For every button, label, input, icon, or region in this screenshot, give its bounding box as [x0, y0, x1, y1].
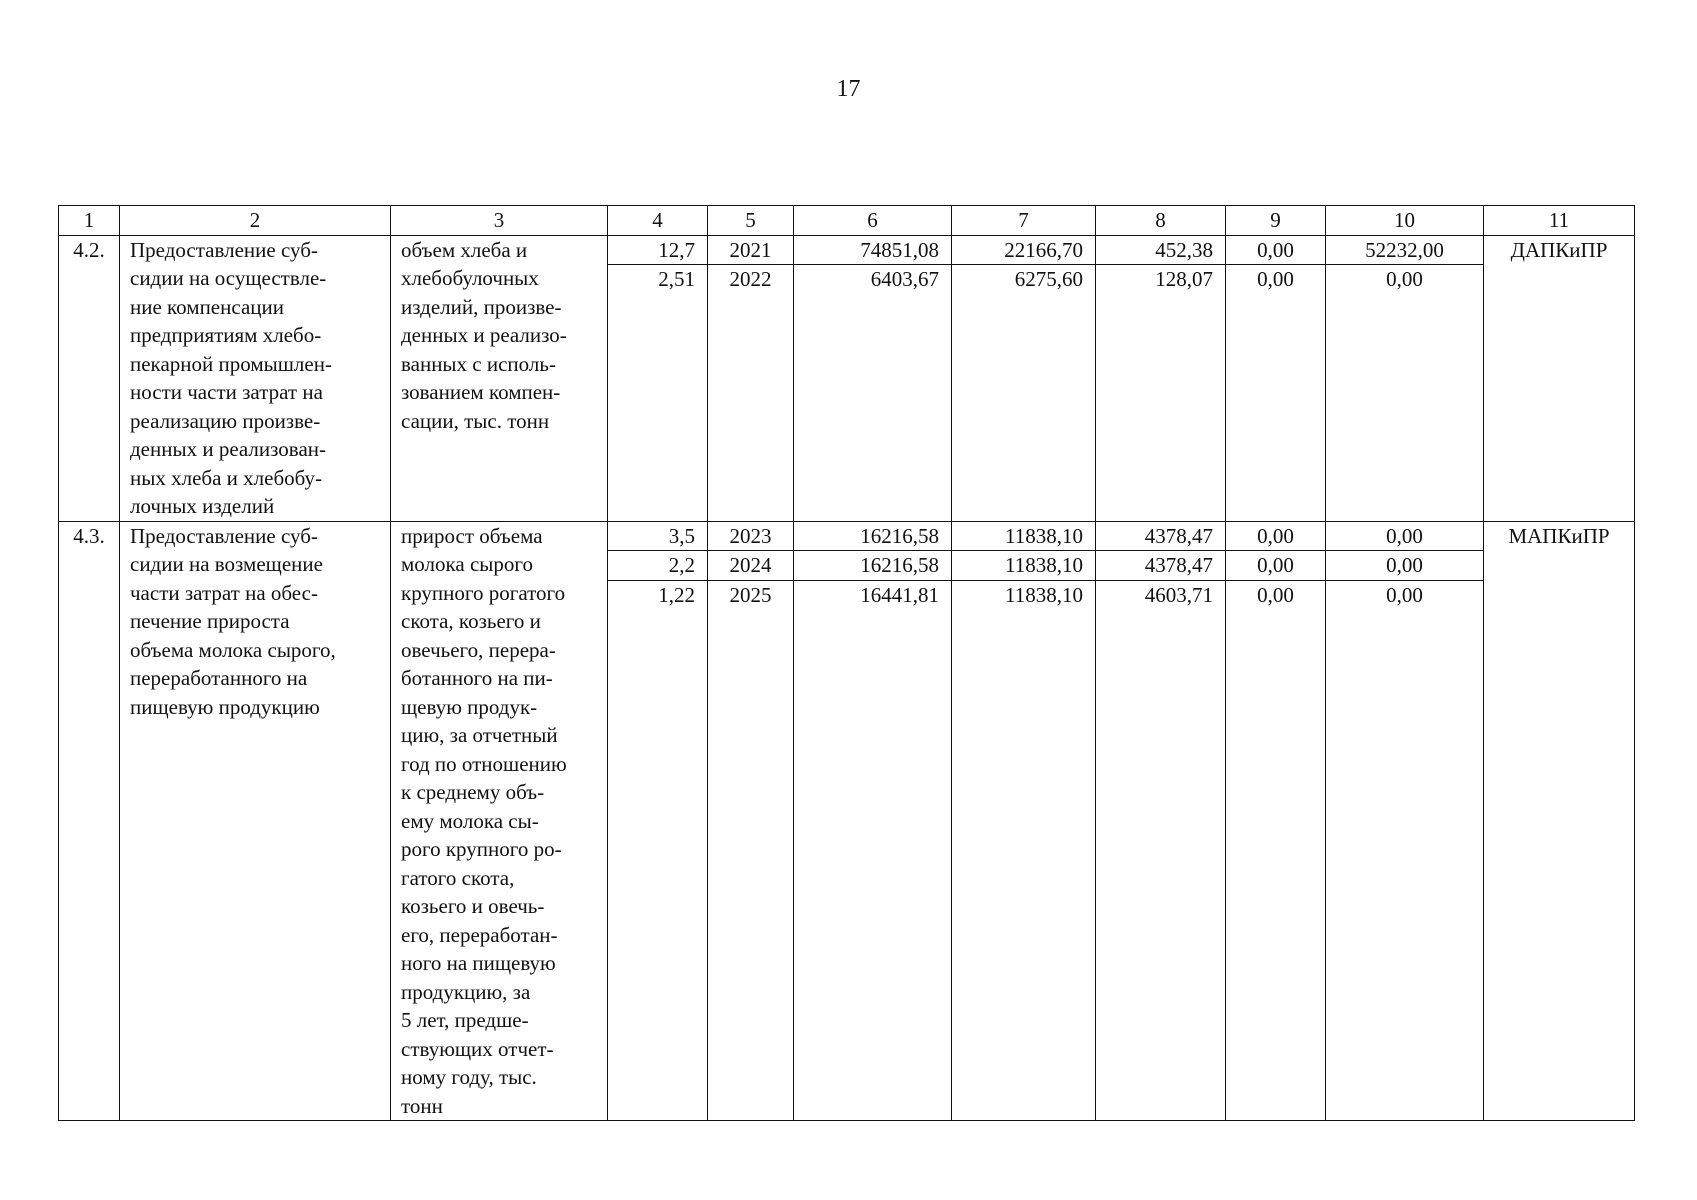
- column-number-2: 2: [120, 206, 391, 236]
- indicator-value: 12,7: [608, 236, 707, 266]
- indicator-value-cell: [608, 521, 708, 1121]
- municipal-budget: 0,00: [1226, 551, 1325, 581]
- indicator-name: [391, 521, 608, 1121]
- measure-name-line: печение прироста: [130, 609, 290, 633]
- measure-name-line: ности части затрат на: [130, 380, 323, 404]
- measure-name-line: части затрат на обес-: [130, 580, 318, 605]
- other-sources: 0,00: [1326, 551, 1483, 581]
- table-row: [59, 521, 1635, 1121]
- indicator-name-line: молока сырого: [401, 552, 533, 576]
- indicator-name-line: продукцию, за: [401, 979, 531, 1004]
- table-row: [59, 235, 1635, 521]
- column-number-9: 9: [1226, 206, 1326, 236]
- indicator-name-line: зованием компен-: [401, 380, 561, 404]
- column-number-8: 8: [1096, 206, 1226, 236]
- other-sources-cell: [1326, 521, 1484, 1121]
- total-amount: 16216,58: [794, 551, 951, 581]
- indicator-name-line: ванных с исполь-: [401, 351, 556, 376]
- regional-budget: 452,38: [1096, 236, 1225, 266]
- other-sources: 0,00: [1386, 582, 1423, 607]
- indicator-name-line: овечьего, перера-: [401, 637, 556, 662]
- indicator-name-line: щевую продук-: [401, 694, 538, 719]
- municipal-budget-cell: [1226, 235, 1326, 521]
- indicator-name-line: хлебобулочных: [401, 266, 539, 290]
- indicator-name-line: ему молока сы-: [401, 808, 539, 833]
- municipal-budget-cell: [1226, 521, 1326, 1121]
- other-sources: 0,00: [1326, 522, 1483, 552]
- indicator-name-line: 5 лет, предше-: [401, 1008, 529, 1032]
- measure-name-line: сидии на осуществле-: [130, 266, 327, 290]
- federal-budget: 11838,10: [1005, 582, 1083, 607]
- responsible-executor: МАПКиПР: [1484, 521, 1635, 1121]
- federal-budget: 11838,10: [952, 522, 1095, 552]
- indicator-name-line: тонн: [401, 1093, 443, 1118]
- indicator-name-line: рого крупного ро-: [401, 837, 562, 861]
- indicator-name-line: козьего и овечь-: [401, 894, 545, 918]
- indicator-value: 2,51: [658, 267, 695, 291]
- year-cell: [708, 521, 794, 1121]
- other-sources: 52232,00: [1326, 236, 1483, 266]
- measure-name-line: лочных изделий: [130, 494, 275, 518]
- municipal-budget: 0,00: [1226, 522, 1325, 552]
- measure-name-line: реализацию произве-: [130, 408, 321, 433]
- indicator-name-line: изделий, произве-: [401, 294, 562, 319]
- municipal-budget: 0,00: [1257, 267, 1294, 291]
- column-number-4: 4: [608, 206, 708, 236]
- column-number-3: 3: [391, 206, 608, 236]
- column-number-1: 1: [59, 206, 120, 236]
- measure-name-line: предприятиям хлебо-: [130, 323, 322, 347]
- measure-name: [120, 235, 391, 521]
- column-number-7: 7: [952, 206, 1096, 236]
- regional-budget: 128,07: [1155, 267, 1213, 291]
- year: 2025: [729, 582, 772, 607]
- indicator-name-line: ного на пищевую: [401, 951, 556, 975]
- indicator-value: 3,5: [608, 522, 707, 552]
- column-number-10: 10: [1326, 206, 1484, 236]
- indicator-name-line: денных и реализо-: [401, 323, 567, 347]
- other-sources-cell: [1326, 235, 1484, 521]
- indicator-name-line: ботанного на пи-: [401, 666, 553, 690]
- measure-name-line: переработанного на: [130, 666, 308, 690]
- total-amount: 16216,58: [794, 522, 951, 552]
- federal-budget-cell: [952, 521, 1096, 1121]
- program-table: [58, 205, 1635, 1121]
- indicator-name-line: объем хлеба и: [401, 237, 528, 262]
- indicator-value-cell: [608, 235, 708, 521]
- measure-name-line: ние компенсации: [130, 294, 284, 319]
- indicator-name-line: крупного рогатого: [401, 580, 566, 605]
- indicator-name-line: ствующих отчет-: [401, 1036, 554, 1061]
- measure-name-line: Предоставление суб-: [130, 237, 318, 262]
- federal-budget: 11838,10: [952, 551, 1095, 581]
- measure-name-line: Предоставление суб-: [130, 523, 318, 548]
- column-number-11: 11: [1484, 206, 1635, 236]
- indicator-name-line: его, переработан-: [401, 922, 558, 947]
- indicator-name-line: прирост объема: [401, 523, 543, 548]
- indicator-value: 2,2: [608, 551, 707, 581]
- year: 2023: [708, 522, 793, 552]
- year-cell: [708, 235, 794, 521]
- measure-name-line: объема молока сырого,: [130, 637, 336, 662]
- indicator-name-line: год по отношению: [401, 751, 567, 776]
- measure-name-line: пекарной промышлен-: [130, 351, 332, 376]
- total-amount: 6403,67: [870, 267, 939, 291]
- indicator-name-line: цию, за отчетный: [401, 723, 558, 747]
- measure-name-line: ных хлеба и хлебобу-: [130, 465, 323, 490]
- federal-budget-cell: [952, 235, 1096, 521]
- page-number: 17: [836, 76, 861, 102]
- total-amount-cell: [794, 521, 952, 1121]
- indicator-value: 1,22: [658, 582, 695, 607]
- column-number-row: [59, 206, 1635, 236]
- municipal-budget: 0,00: [1226, 236, 1325, 266]
- total-amount: 16441,81: [860, 582, 939, 607]
- measure-name-line: денных и реализован-: [130, 437, 326, 461]
- indicator-name: [391, 235, 608, 521]
- regional-budget-cell: [1096, 235, 1226, 521]
- measure-name-line: сидии на возмещение: [130, 552, 323, 576]
- indicator-name-line: сации, тыс. тонн: [401, 408, 550, 433]
- year: 2022: [729, 267, 772, 291]
- indicator-name-line: скота, козьего и: [401, 609, 541, 633]
- row-number: 4.3.: [59, 521, 120, 1121]
- column-number-6: 6: [794, 206, 952, 236]
- total-amount-cell: [794, 235, 952, 521]
- regional-budget: 4603,71: [1144, 582, 1213, 607]
- regional-budget: 4378,47: [1096, 551, 1225, 581]
- indicator-name-line: к среднему объ-: [401, 780, 545, 804]
- regional-budget-cell: [1096, 521, 1226, 1121]
- municipal-budget: 0,00: [1257, 582, 1294, 607]
- responsible-executor: ДАПКиПР: [1484, 235, 1635, 521]
- federal-budget: 6275,60: [1014, 267, 1083, 291]
- federal-budget: 22166,70: [952, 236, 1095, 266]
- measure-name: [120, 521, 391, 1121]
- other-sources: 0,00: [1386, 267, 1423, 291]
- indicator-name-line: ному году, тыс.: [401, 1065, 537, 1089]
- column-number-5: 5: [708, 206, 794, 236]
- year: 2024: [708, 551, 793, 581]
- indicator-name-line: гатого скота,: [401, 865, 515, 890]
- regional-budget: 4378,47: [1096, 522, 1225, 552]
- measure-name-line: пищевую продукцию: [130, 694, 320, 719]
- total-amount: 74851,08: [794, 236, 951, 266]
- row-number: 4.2.: [59, 235, 120, 521]
- year: 2021: [708, 236, 793, 266]
